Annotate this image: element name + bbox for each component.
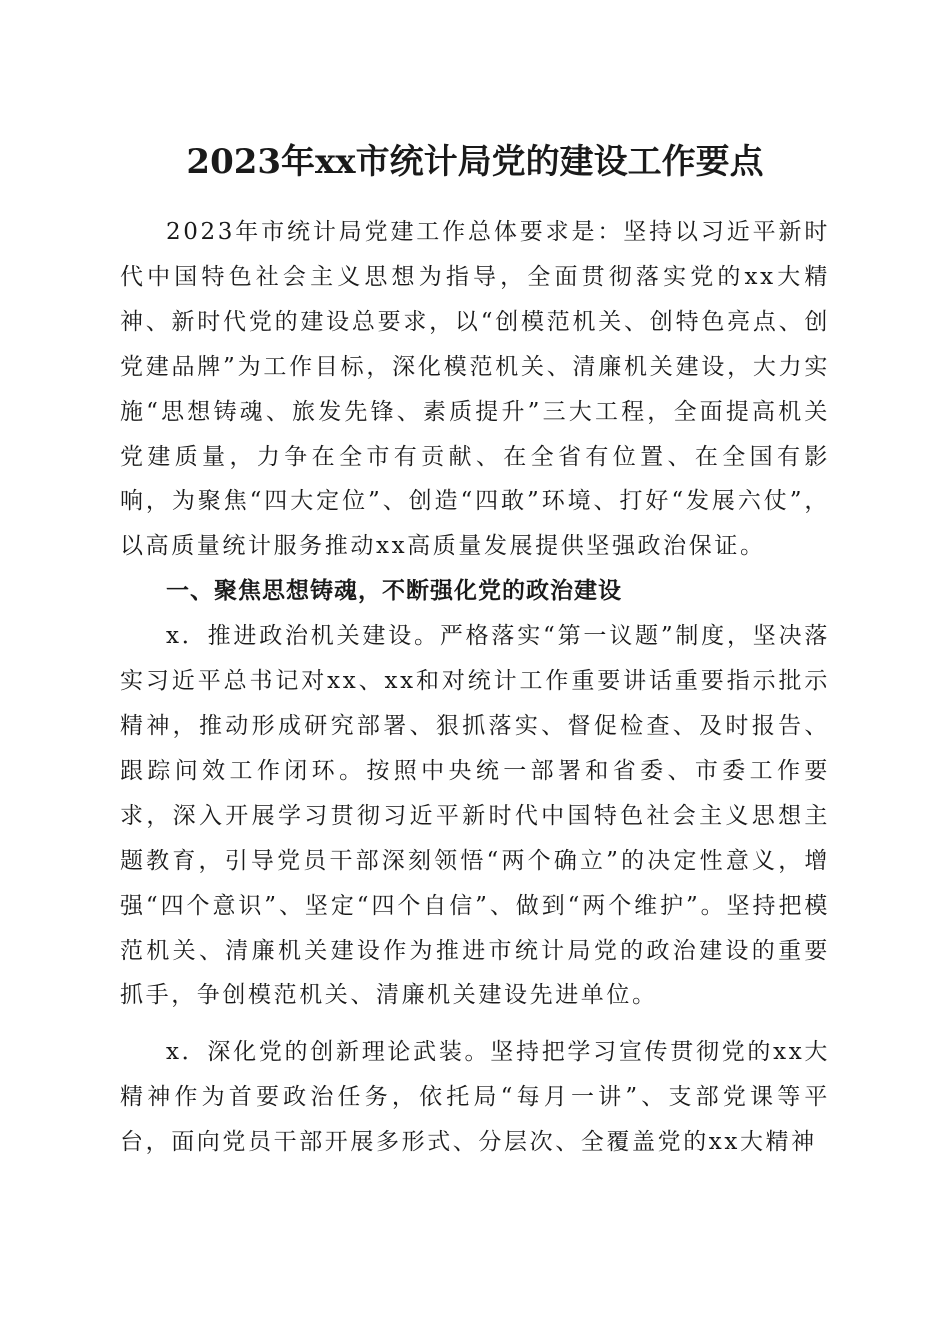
item-paragraph-1: x．推进政治机关建设。严格落实“第一议题”制度，坚决落实习近平总书记对xx、xx和对统计工作重要讲话重要指示批示精神，推动形成研究部署、狠抓落实、督促检查、及时报告、跟踪问效工作闭环。按照中央统一部署和省委、市委工作要求，深入开展学习贯彻习近平新时代中国特色社会主义思想主题教育，引导党员干部深刻领悟“两个确立”的决定性意义，增强“四个意识”、坚定“四个自信”、做到“两个维护”。坚持把模范机关、清廉机关建设作为推进市统计局党的政治建设的重要抓手，争创模范机关、清廉机关建设先进单位。	[120, 623, 831, 1009]
document-title: 2023年xx市统计局党的建设工作要点	[186, 142, 764, 182]
section-heading: 一、聚焦思想铸魂，不断强化党的政治建设	[166, 578, 622, 605]
document-body	[120, 210, 830, 1165]
intro-paragraph: 2023年市统计局党建工作总体要求是：坚持以习近平新时代中国特色社会主义思想为指导，全面贯彻落实党的xx大精神、新时代党的建设总要求，以“创模范机关、创特色亮点、创党建品牌”为工作目标，深化模范机关、清廉机关建设，大力实施“思想铸魂、旅发先锋、素质提升”三大工程，全面提高机关党建质量，力争在全市有贡献、在全省有位置、在全国有影响，为聚焦“四大定位”、创造“四敢”环境、打好“发展六仗”，以高质量统计服务推动xx高质量发展提供坚强政治保证。	[120, 219, 830, 560]
item-paragraph-2: x．深化党的创新理论武装。坚持把学习宣传贯彻党的xx大精神作为首要政治任务，依托局“每月一讲”、支部党课等平台，面向党员干部开展多形式、分层次、全覆盖党的xx大精神	[120, 1039, 830, 1156]
